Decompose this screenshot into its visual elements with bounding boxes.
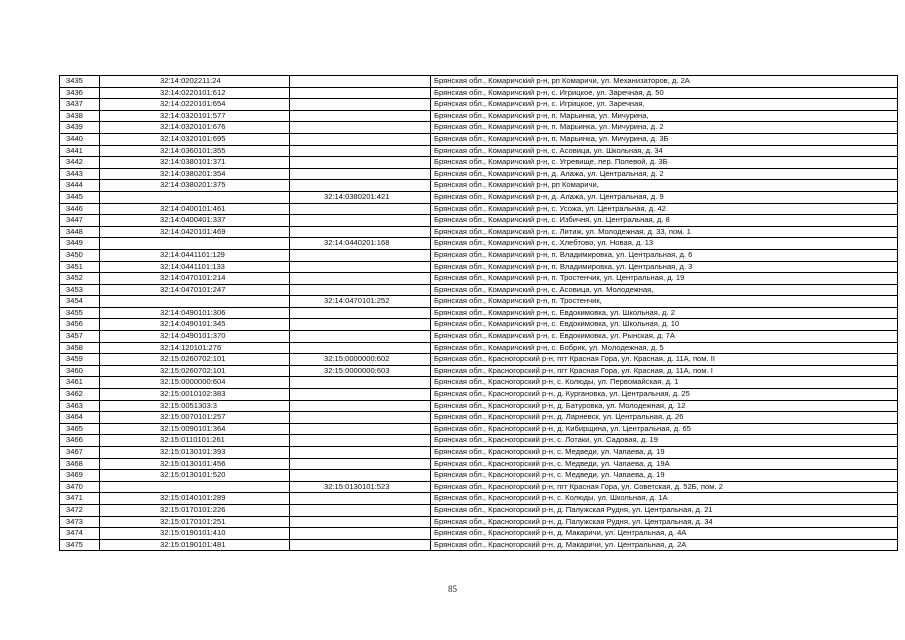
table-row	[60, 238, 898, 250]
cadastral-number-secondary	[290, 168, 431, 180]
cadastral-number-secondary	[290, 400, 431, 412]
cadastral-number	[100, 296, 290, 308]
cadastral-number: 32:15:0051303:3	[100, 400, 290, 412]
cadastral-number: 32:14:0360101:355	[100, 145, 290, 157]
address: Брянская обл., Комаричский р-н, с. Угревище, пер. Полевой, д. 3Б	[431, 157, 898, 169]
address: Брянская обл., Комаричский р-н, п. Тростенчик,	[431, 296, 898, 308]
row-number: 3463	[60, 400, 100, 412]
address: Брянская обл., Комаричский р-н, с. Бобрик, ул. Молодежная, д. 5	[431, 342, 898, 354]
cadastral-number: 32:14:0380201:375	[100, 180, 290, 192]
page-number: 85	[448, 584, 457, 594]
cadastral-number-secondary	[290, 249, 431, 261]
row-number: 3445	[60, 191, 100, 203]
cadastral-number-secondary	[290, 458, 431, 470]
address: Брянская обл., Красногорский р-н, с. Медведи, ул. Чапаева, д. 19А	[431, 458, 898, 470]
cadastral-number: 32:14:120101:276	[100, 342, 290, 354]
row-number: 3464	[60, 412, 100, 424]
row-number: 3466	[60, 435, 100, 447]
table-row	[60, 528, 898, 540]
cadastral-number-secondary: 32:14:0470101:252	[290, 296, 431, 308]
row-number: 3465	[60, 423, 100, 435]
cadastral-number: 32:15:0070101:257	[100, 412, 290, 424]
table-row	[60, 389, 898, 401]
address: Брянская обл., Комаричский р-н, с. Евдокимовка, ул. Школьная, д. 2	[431, 307, 898, 319]
table-row	[60, 493, 898, 505]
row-number: 3444	[60, 180, 100, 192]
cadastral-number-secondary	[290, 110, 431, 122]
cadastral-number-secondary	[290, 99, 431, 111]
property-table	[59, 75, 898, 551]
table-row	[60, 99, 898, 111]
cadastral-number-secondary	[290, 87, 431, 99]
table-row	[60, 87, 898, 99]
cadastral-number-secondary	[290, 447, 431, 459]
address: Брянская обл., Красногорский р-н, с. Колюды, ул. Школьная, д. 1А	[431, 493, 898, 505]
cadastral-number	[100, 481, 290, 493]
row-number: 3459	[60, 354, 100, 366]
address: Брянская обл., Комаричский р-н, с. Хлебтово, ул. Новая, д. 13	[431, 238, 898, 250]
row-number: 3437	[60, 99, 100, 111]
address: Брянская обл., Комаричский р-н, с. Игрицкое, ул. Заречная,	[431, 99, 898, 111]
address: Брянская обл., Красногорский р-н, д. Палужская Рудня, ул. Центральная, д. 34	[431, 516, 898, 528]
cadastral-number: 32:15:0170101:226	[100, 504, 290, 516]
table-row	[60, 261, 898, 273]
cadastral-number-secondary	[290, 412, 431, 424]
table-row	[60, 423, 898, 435]
cadastral-number-secondary	[290, 226, 431, 238]
cadastral-number: 32:14:0220101:612	[100, 87, 290, 99]
cadastral-number-secondary	[290, 157, 431, 169]
row-number: 3472	[60, 504, 100, 516]
address: Брянская обл., Красногорский р-н, д. Макаричи, ул. Центральная, д. 2А	[431, 539, 898, 551]
address: Брянская обл., Красногорский р-н, д. Батуровка, ул. Молодежная, д. 12	[431, 400, 898, 412]
cadastral-number-secondary	[290, 180, 431, 192]
cadastral-number-secondary	[290, 423, 431, 435]
cadastral-number-secondary	[290, 470, 431, 482]
row-number: 3435	[60, 76, 100, 88]
address: Брянская обл., Комаричский р-н, с. Асовица, ул. Школьная, д. 34	[431, 145, 898, 157]
cadastral-number-secondary	[290, 377, 431, 389]
cadastral-number: 32:14:0470101:247	[100, 284, 290, 296]
address: Брянская обл., Красногорский р-н, пгт Красная Гора, ул. Красная, д. 11А, пом. II	[431, 354, 898, 366]
address: Брянская обл., Комаричский р-н, с. Избичня, ул. Центральная, д. 8	[431, 215, 898, 227]
table-row	[60, 458, 898, 470]
row-number: 3443	[60, 168, 100, 180]
table-row	[60, 249, 898, 261]
table-row	[60, 342, 898, 354]
cadastral-number-secondary	[290, 528, 431, 540]
address: Брянская обл., Красногорский р-н, д. Макаричи, ул. Центральная, д. 4А	[431, 528, 898, 540]
row-number: 3470	[60, 481, 100, 493]
cadastral-number: 32:14:0202211:24	[100, 76, 290, 88]
address: Брянская обл., Комаричский р-н, рп Комаричи,	[431, 180, 898, 192]
cadastral-number: 32:14:0490101:306	[100, 307, 290, 319]
table-row	[60, 516, 898, 528]
cadastral-number: 32:15:0260702:101	[100, 354, 290, 366]
table-row	[60, 284, 898, 296]
table-row	[60, 203, 898, 215]
row-number: 3451	[60, 261, 100, 273]
row-number: 3455	[60, 307, 100, 319]
cadastral-number-secondary	[290, 145, 431, 157]
address: Брянская обл., Комаричский р-н, с. Евдокимовка, ул. Рынская, д. 7А	[431, 331, 898, 343]
cadastral-number-secondary: 32:15:0000000:602	[290, 354, 431, 366]
row-number: 3436	[60, 87, 100, 99]
address: Брянская обл., Комаричский р-н, с. Асовица, ул. Молодежная,	[431, 284, 898, 296]
address: Брянская обл., Комаричский р-н, п. Марьинка, ул. Мичурина,	[431, 110, 898, 122]
row-number: 3473	[60, 516, 100, 528]
address: Брянская обл., Красногорский р-н, с. Лотаки, ул. Садовая, д. 19	[431, 435, 898, 447]
cadastral-number-secondary	[290, 435, 431, 447]
cadastral-number: 32:14:0441101:133	[100, 261, 290, 273]
cadastral-number-secondary	[290, 122, 431, 134]
row-number: 3447	[60, 215, 100, 227]
cadastral-number: 32:15:0110101:261	[100, 435, 290, 447]
table-row	[60, 400, 898, 412]
cadastral-number: 32:15:0130101:520	[100, 470, 290, 482]
cadastral-number: 32:14:0320101:676	[100, 122, 290, 134]
cadastral-number: 32:14:0220101:654	[100, 99, 290, 111]
row-number: 3475	[60, 539, 100, 551]
cadastral-number-secondary: 32:15:0000000:603	[290, 365, 431, 377]
address: Брянская обл., Красногорский р-н, пгт Красная Гора, ул. Красная, д. 11А, пом. I	[431, 365, 898, 377]
row-number: 3460	[60, 365, 100, 377]
cadastral-number: 32:15:0010102:383	[100, 389, 290, 401]
cadastral-number: 32:14:0470101:214	[100, 273, 290, 285]
cadastral-number: 32:15:0190101:481	[100, 539, 290, 551]
table-row	[60, 331, 898, 343]
table-row	[60, 122, 898, 134]
table-row	[60, 319, 898, 331]
cadastral-number: 32:15:0170101:251	[100, 516, 290, 528]
cadastral-number: 32:15:0260702:101	[100, 365, 290, 377]
cadastral-number: 32:14:0380201:354	[100, 168, 290, 180]
table-row	[60, 412, 898, 424]
address: Брянская обл., Комаричский р-н, с. Литиж, ул. Молодежная, д. 33, пом. 1	[431, 226, 898, 238]
row-number: 3448	[60, 226, 100, 238]
cadastral-number: 32:15:0130101:393	[100, 447, 290, 459]
table-row	[60, 168, 898, 180]
row-number: 3456	[60, 319, 100, 331]
row-number: 3446	[60, 203, 100, 215]
table-row	[60, 145, 898, 157]
address: Брянская обл., Комаричский р-н, п. Тростенчик, ул. Центральная, д. 19	[431, 273, 898, 285]
table-row	[60, 296, 898, 308]
row-number: 3457	[60, 331, 100, 343]
row-number: 3458	[60, 342, 100, 354]
address: Брянская обл., Комаричский р-н, с. Усожа, ул. Центральная, д. 42	[431, 203, 898, 215]
row-number: 3471	[60, 493, 100, 505]
row-number: 3440	[60, 133, 100, 145]
address: Брянская обл., Красногорский р-н, пгт Красная Гора, ул. Советская, д. 52Б, пом. 2	[431, 481, 898, 493]
cadastral-number: 32:14:0320101:577	[100, 110, 290, 122]
row-number: 3438	[60, 110, 100, 122]
table-row	[60, 307, 898, 319]
cadastral-number-secondary	[290, 76, 431, 88]
table-row	[60, 133, 898, 145]
cadastral-number-secondary	[290, 261, 431, 273]
cadastral-number: 32:15:0090101:364	[100, 423, 290, 435]
cadastral-number-secondary: 32:15:0130101:523	[290, 481, 431, 493]
address: Брянская обл., Комаричский р-н, рп Комаричи, ул. Механизаторов, д. 2А	[431, 76, 898, 88]
cadastral-number-secondary	[290, 389, 431, 401]
table-row	[60, 110, 898, 122]
table-row	[60, 76, 898, 88]
row-number: 3468	[60, 458, 100, 470]
cadastral-number: 32:14:0400101:461	[100, 203, 290, 215]
cadastral-number-secondary	[290, 331, 431, 343]
cadastral-number: 32:15:0140101:289	[100, 493, 290, 505]
table-row	[60, 354, 898, 366]
cadastral-number-secondary	[290, 516, 431, 528]
cadastral-number: 32:14:0320101:695	[100, 133, 290, 145]
table-row	[60, 447, 898, 459]
row-number: 3450	[60, 249, 100, 261]
table-row	[60, 504, 898, 516]
cadastral-number: 32:15:0190101:410	[100, 528, 290, 540]
address: Брянская обл., Комаричский р-н, п. Марьинка, ул. Мичурина, д. 3Б	[431, 133, 898, 145]
cadastral-number: 32:14:0441101:129	[100, 249, 290, 261]
address: Брянская обл., Комаричский р-н, д. Алажа, ул. Центральная, д. 9	[431, 191, 898, 203]
row-number: 3462	[60, 389, 100, 401]
cadastral-number: 32:14:0490101:370	[100, 331, 290, 343]
address: Брянская обл., Комаричский р-н, п. Владимировка, ул. Центральная, д. 6	[431, 249, 898, 261]
cadastral-number-secondary	[290, 342, 431, 354]
cadastral-number: 32:15:0000000:604	[100, 377, 290, 389]
table-row	[60, 191, 898, 203]
cadastral-number-secondary: 32:14:0440201:168	[290, 238, 431, 250]
address: Брянская обл., Красногорский р-н, д. Кургановка, ул. Центральная, д. 25	[431, 389, 898, 401]
address: Брянская обл., Красногорский р-н, с. Медведи, ул. Чапаева, д. 19	[431, 447, 898, 459]
cadastral-number-secondary	[290, 307, 431, 319]
cadastral-number-secondary	[290, 133, 431, 145]
address: Брянская обл., Комаричский р-н, п. Владимировка, ул. Центральная, д. 3	[431, 261, 898, 273]
address: Брянская обл., Красногорский р-н, д. Кибирщина, ул. Центральная, д. 65	[431, 423, 898, 435]
table-row	[60, 365, 898, 377]
address: Брянская обл., Красногорский р-н, д. Ларневск, ул. Центральная, д. 26	[431, 412, 898, 424]
table-row	[60, 180, 898, 192]
cadastral-number: 32:14:0380101:371	[100, 157, 290, 169]
cadastral-number-secondary	[290, 215, 431, 227]
row-number: 3439	[60, 122, 100, 134]
table-row	[60, 481, 898, 493]
table-row	[60, 226, 898, 238]
cadastral-number	[100, 238, 290, 250]
cadastral-number-secondary	[290, 273, 431, 285]
cadastral-number: 32:14:0420101:469	[100, 226, 290, 238]
table-row	[60, 435, 898, 447]
row-number: 3467	[60, 447, 100, 459]
table-row	[60, 215, 898, 227]
cadastral-number: 32:15:0130101:456	[100, 458, 290, 470]
table-row	[60, 470, 898, 482]
address: Брянская обл., Красногорский р-н, д. Палужская Рудня, ул. Центральная, д. 21	[431, 504, 898, 516]
cadastral-number: 32:14:0400401:337	[100, 215, 290, 227]
row-number: 3454	[60, 296, 100, 308]
cadastral-number: 32:14:0490101:345	[100, 319, 290, 331]
table-row	[60, 273, 898, 285]
address: Брянская обл., Комаричский р-н, д. Алажа, ул. Центральная, д. 2	[431, 168, 898, 180]
address: Брянская обл., Комаричский р-н, с. Игрицкое, ул. Заречная, д. 50	[431, 87, 898, 99]
table-row	[60, 157, 898, 169]
cadastral-number-secondary	[290, 493, 431, 505]
table-row	[60, 539, 898, 551]
row-number: 3461	[60, 377, 100, 389]
cadastral-number	[100, 191, 290, 203]
cadastral-number-secondary	[290, 284, 431, 296]
cadastral-number-secondary	[290, 539, 431, 551]
row-number: 3449	[60, 238, 100, 250]
address: Брянская обл., Комаричский р-н, с. Евдокимовка, ул. Школьная, д. 10	[431, 319, 898, 331]
row-number: 3452	[60, 273, 100, 285]
address: Брянская обл., Красногорский р-н, с. Колюды, ул. Первомайская, д. 1	[431, 377, 898, 389]
row-number: 3442	[60, 157, 100, 169]
cadastral-number-secondary	[290, 504, 431, 516]
row-number: 3441	[60, 145, 100, 157]
address: Брянская обл., Комаричский р-н, п. Марьинка, ул. Мичурина, д. 2	[431, 122, 898, 134]
row-number: 3474	[60, 528, 100, 540]
cadastral-number-secondary	[290, 319, 431, 331]
row-number: 3469	[60, 470, 100, 482]
address: Брянская обл., Красногорский р-н, с. Медведи, ул. Чапаева, д. 19	[431, 470, 898, 482]
cadastral-number-secondary: 32:14:0380201:421	[290, 191, 431, 203]
table-row	[60, 377, 898, 389]
row-number: 3453	[60, 284, 100, 296]
cadastral-number-secondary	[290, 203, 431, 215]
